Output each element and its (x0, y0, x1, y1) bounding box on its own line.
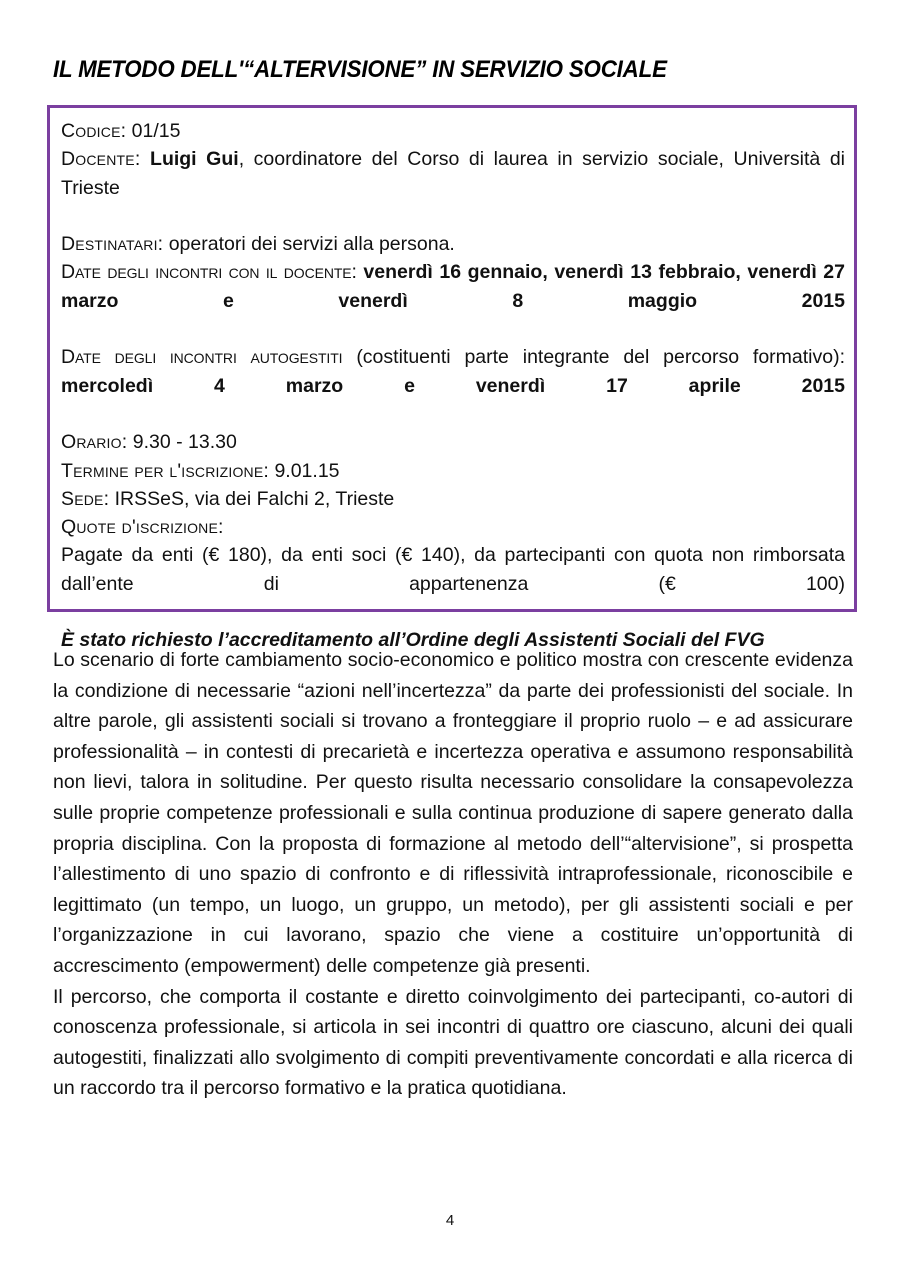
course-info-box (47, 105, 857, 652)
label-date-incontri-autogestiti: Date degli incontri autogestiti (61, 346, 343, 369)
paragraph-2: Il percorso, che comporta il costante e diretto coinvolgimento dei partecipanti, co-autori di conoscenza professionale, si articola in sei incontri di quattro ore ciascuno, alcuni dei quali autogestiti, finalizzati allo svolgimento di compiti preventivamente concordati e alla ricerca di un raccordo tra il percorso formativo e la pratica quotidiana. (53, 985, 853, 1100)
value-sede: IRSSeS, via dei Falchi 2, Trieste (109, 487, 395, 510)
label-destinatari: Destinatari: (61, 233, 164, 256)
info-row-fees: Pagate da enti (€ 180), da enti soci (€ 140), da partecipanti con quota non rimborsata dall’ente di appartenenza (€ 100) (61, 544, 845, 595)
page-title: IL METODO DELL'“ALTERVISIONE” IN SERVIZIO SOCIALE (53, 56, 667, 83)
value-date-incontri-docente: venerdì 16 gennaio, venerdì 13 febbraio, venerdì 27 marzo e venerdì 8 maggio 2015 (61, 261, 845, 312)
info-row-date-autogestiti (61, 343, 845, 428)
value-destinatari: operatori dei servizi alla persona. (163, 233, 455, 256)
label-termine-iscrizione: Termine per l'iscrizione: (61, 459, 270, 482)
info-row-codice (61, 117, 845, 145)
info-row-orario (61, 428, 845, 456)
value-docente-name: Luigi Gui (140, 148, 239, 171)
info-row-destinatari (61, 230, 845, 258)
label-codice: Codice: (61, 120, 127, 142)
body-content (53, 645, 853, 1104)
value-date-autogestiti: mercoledì 4 marzo e venerdì 17 aprile 2015 (61, 374, 845, 397)
value-codice: 01/15 (126, 120, 181, 142)
value-date-autogestiti-note: (costituenti parte integrante del percorso formativo): (342, 346, 845, 369)
info-row-accreditation: È stato richiesto l’accreditamento all’Ordine degli Assistenti Sociali del FVG (61, 629, 765, 652)
label-orario: Orario: (61, 431, 128, 454)
label-quote-iscrizione: Quote d'iscrizione: (61, 516, 224, 539)
info-row-date-docente (61, 258, 845, 343)
paragraph-1: Lo scenario di forte cambiamento socio-economico e politico mostra con crescente evidenza la condizione di necessarie “azioni nell’incertezza” da parte dei professionisti del sociale. In altre parole, gli assistenti sociali si trovano a fronteggiare il proprio ruolo – e ad assicurare professionalità – in contesti di precarietà e incertezza operativa e assumono responsabilità non lievi, talora in solitudine. Per questo risulta necessario consolidare la consapevolezza sulle proprie competenze professionali e sulla continua produzione di sapere generato dalla propria disciplina. Con la proposta di formazione al metodo dell’“altervisione”, si prospetta l’allestimento di uno spazio di confronto e di riflessività intraprofessionale, riconoscibile e legittimato (un tempo, un luogo, un gruppo, un metodo), per gli assistenti sociali e per l’organizzazione in cui lavorano, spazio che viene a costituire un’opportunità di accrescimento (empowerment) delle competenze già presenti. (53, 649, 853, 977)
info-row-quote-iscrizione (61, 513, 845, 541)
info-row-docente (61, 145, 845, 230)
info-row-termine-iscrizione (61, 457, 845, 485)
info-row-sede (61, 485, 845, 513)
label-sede: Sede: (61, 487, 110, 510)
value-docente-rest: , coordinatore del Corso di laurea in servizio sociale, Università di Trieste (61, 148, 845, 199)
value-orario: 9.30 - 13.30 (127, 431, 237, 454)
label-date-incontri-docente: Date degli incontri con il docente: (61, 261, 357, 284)
page-number: 4 (445, 1212, 455, 1229)
value-termine-iscrizione: 9.01.15 (269, 459, 340, 482)
label-docente: Docente: (61, 148, 141, 171)
